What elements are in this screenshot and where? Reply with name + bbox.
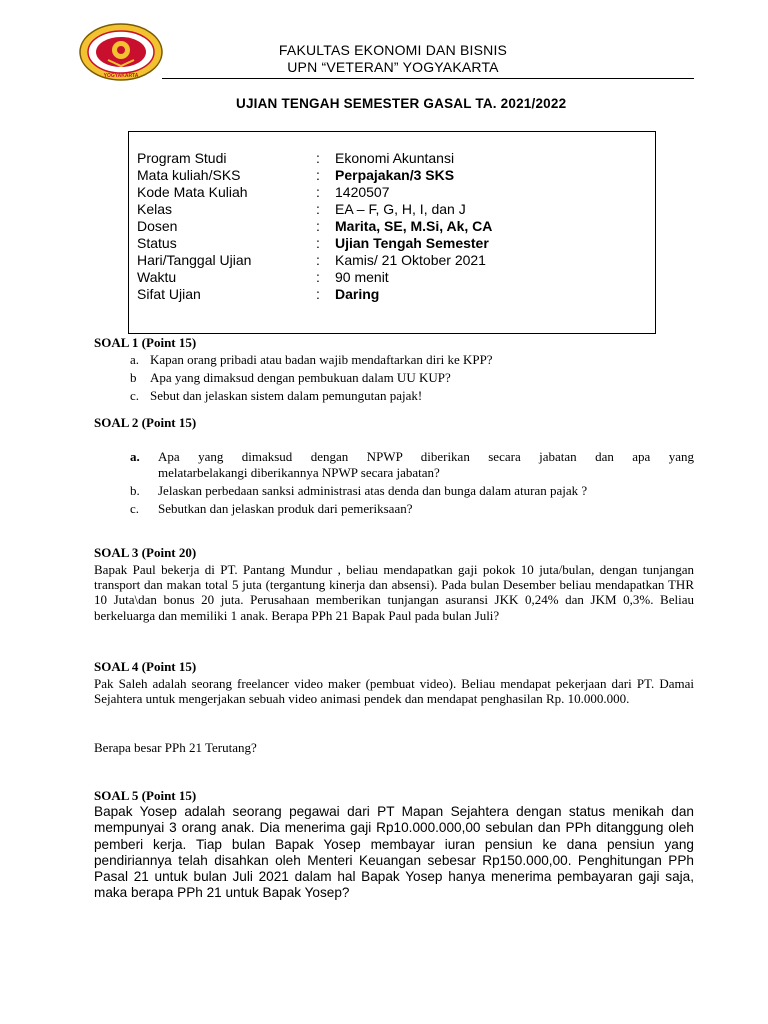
item-marker: b: [130, 370, 137, 385]
soal-3-heading: SOAL 3 (Point 20): [94, 545, 197, 560]
info-colon: :: [316, 150, 320, 166]
item-text-continued: melatarbelakangi diberikannya NPWP secara jabatan?: [158, 465, 440, 480]
university-name: UPN “VETERAN” YOGYAKARTA: [287, 59, 499, 75]
info-label: Waktu: [137, 269, 177, 285]
soal-4-question: Berapa besar PPh 21 Terutang?: [94, 740, 257, 755]
item-text: Kapan orang pribadi atau badan wajib mendaftarkan diri ke KPP?: [150, 352, 493, 367]
info-label: Kelas: [137, 201, 173, 217]
item-text: Apa yang dimaksud dengan NPWP diberikan secara jabatan dan apa yang: [158, 449, 694, 464]
info-value: 1420507: [335, 184, 390, 200]
info-label: Program Studi: [137, 150, 227, 166]
svg-text:YOGYAKARTA: YOGYAKARTA: [103, 73, 139, 79]
item-marker: b.: [130, 483, 140, 498]
item-text: Sebutkan dan jelaskan produk dari pemeriksaan?: [158, 501, 413, 516]
info-colon: :: [316, 269, 320, 285]
university-logo: [78, 22, 164, 82]
item-marker: a.: [130, 449, 140, 464]
soal-4-heading: SOAL 4 (Point 15): [94, 659, 197, 674]
soal-5-heading: SOAL 5 (Point 15): [94, 788, 197, 803]
info-colon: :: [316, 167, 320, 183]
info-colon: :: [316, 235, 320, 251]
info-label: Sifat Ujian: [137, 286, 201, 302]
item-marker: a.: [130, 352, 140, 367]
info-value: Ekonomi Akuntansi: [335, 150, 455, 166]
info-value: 90 menit: [335, 269, 389, 285]
info-value: Kamis/ 21 Oktober 2021: [335, 252, 486, 268]
info-colon: :: [316, 218, 320, 234]
item-marker: c.: [130, 501, 140, 516]
item-marker: c.: [130, 388, 140, 403]
header-divider: [162, 78, 694, 79]
info-colon: :: [316, 201, 320, 217]
info-label: Dosen: [137, 218, 178, 234]
info-label: Mata kuliah/SKS: [137, 167, 241, 183]
item-text: Sebut dan jelaskan sistem dalam pemungutan pajak!: [150, 388, 423, 403]
info-colon: :: [316, 286, 320, 302]
faculty-name: FAKULTAS EKONOMI DAN BISNIS: [278, 42, 508, 58]
soal-1-heading: SOAL 1 (Point 15): [94, 335, 197, 350]
exam-title: UJIAN TENGAH SEMESTER GASAL TA. 2021/2022: [236, 96, 567, 111]
item-text: Apa yang dimaksud dengan pembukuan dalam UU KUP?: [150, 370, 451, 385]
info-label: Kode Mata Kuliah: [137, 184, 248, 200]
info-value: Daring: [335, 286, 380, 302]
soal-2-heading: SOAL 2 (Point 15): [94, 415, 197, 430]
info-value: EA – F, G, H, I, dan J: [335, 201, 466, 217]
info-label: Status: [137, 235, 177, 251]
item-text: Jelaskan perbedaan sanksi administrasi atas denda dan bunga dalam aturan pajak ?: [158, 483, 588, 498]
info-value: Ujian Tengah Semester: [335, 235, 489, 251]
info-value: Perpajakan/3 SKS: [335, 167, 455, 183]
info-label: Hari/Tanggal Ujian: [137, 252, 252, 268]
info-colon: :: [316, 184, 320, 200]
info-value: Marita, SE, M.Si, Ak, CA: [335, 218, 493, 234]
soal-3-text: Bapak Paul bekerja di PT. Pantang Mundur , beliau mendapatkan gaji pokok 10 juta/bulan, dengan tunjangan transport dan makan total 5 juta (tergantung kinerja dan absensi). Pada bulan Desember beliau mendapatkan THR 10 Juta\dan bonus 20 juta. Perusahaan memberikan tunjangan asuransi JKK 0,24% dan JKM 0,3%. Beliau berkeluarga dan memiliki 1 anak. Berapa PPh 21 Bapak Paul pada bulan Juli?: [94, 562, 694, 623]
info-colon: :: [316, 252, 320, 268]
soal-4-text: Pak Saleh adalah seorang freelancer video maker (pembuat video). Beliau mendapat pekerjaan dari PT. Damai Sejahtera untuk mengerjakan sebuah video animasi pendek dan mendapat penghasilan Rp. 10.000.000.: [94, 676, 694, 707]
soal-5-text: Bapak Yosep adalah seorang pegawai dari PT Mapan Sejahtera dengan status menikah dan mempunyai 3 orang anak. Dia menerima gaji Rp10.000.000,00 sebulan dan PPh ditanggung oleh pemberi kerja. Tiap bulan Bapak Yosep membayar iuran pensiun ke dana pensiun yang pendiriannya telah disahkan oleh Menteri Keuangan sebesar Rp150.000,00. Penghitungan PPh Pasal 21 untuk bulan Juli 2021 dalam hal Bapak Yosep hanya menerima pembayaran gaji saja, maka berapa PPh 21 untuk Bapak Yosep?: [94, 804, 694, 901]
university-seal-icon: [78, 22, 164, 82]
exam-info-box: [128, 131, 656, 334]
